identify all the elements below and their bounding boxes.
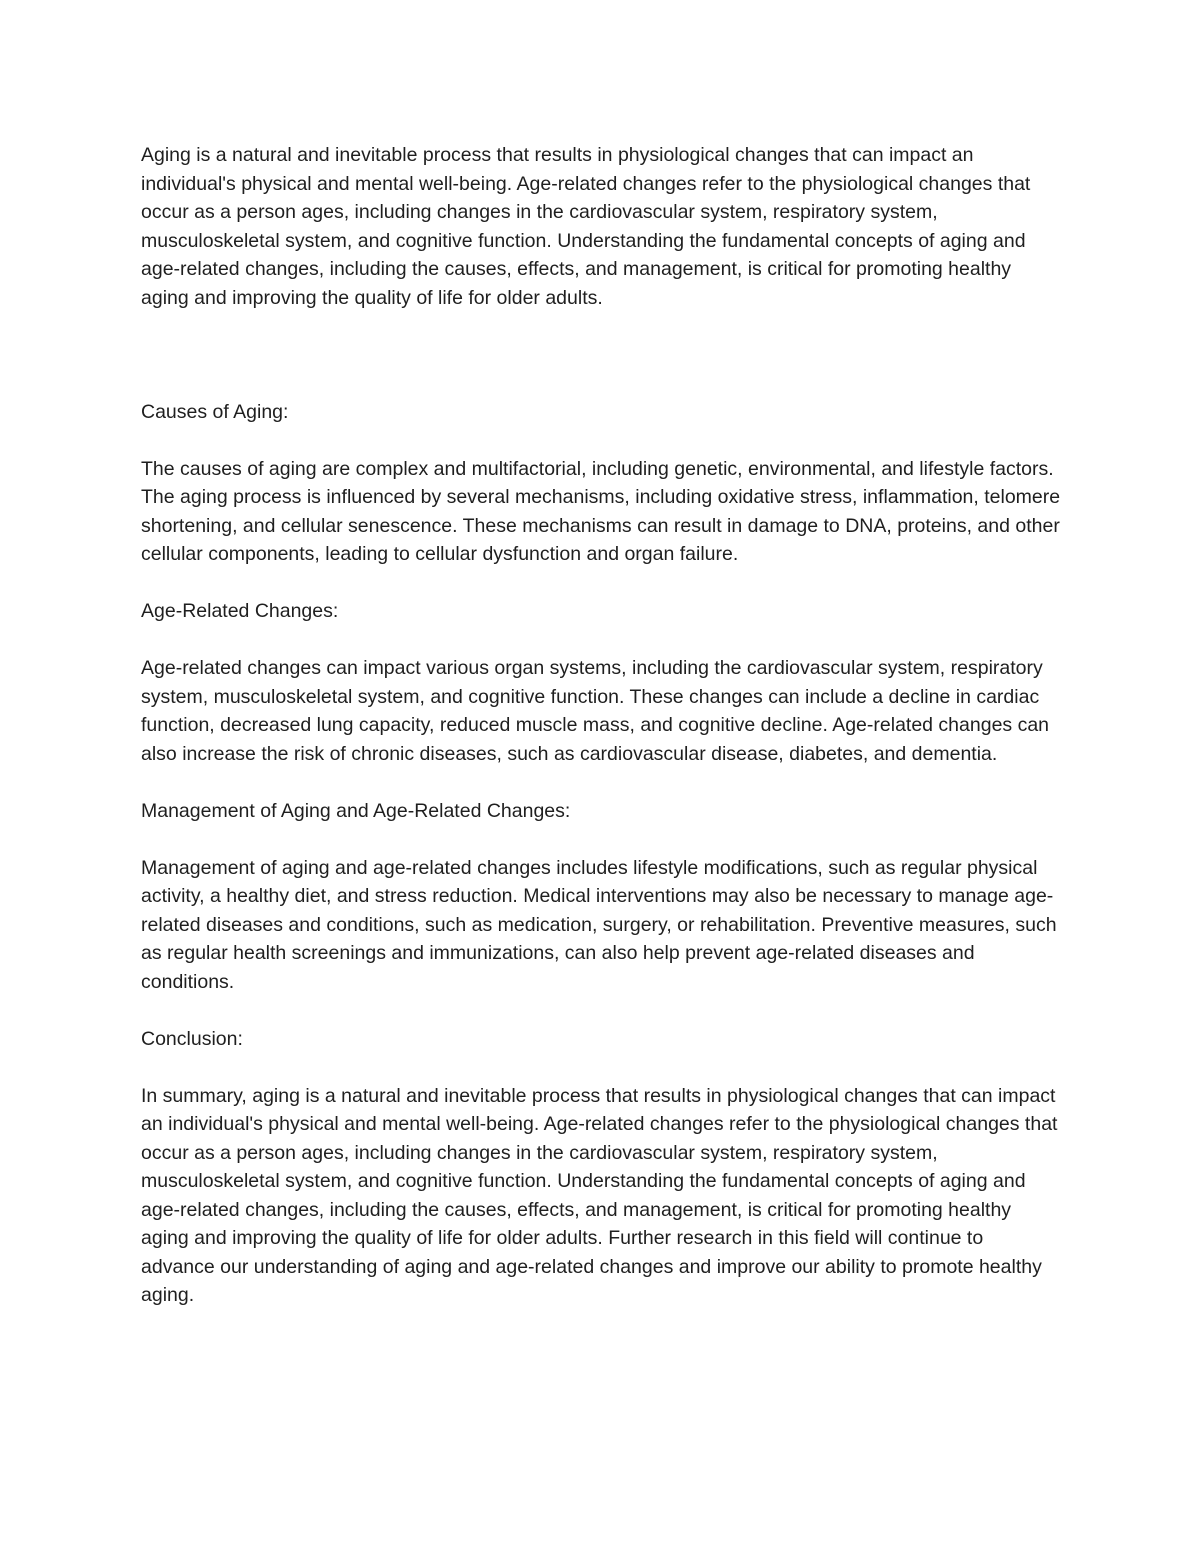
section-body-causes: The causes of aging are complex and multifactorial, including genetic, environmental, and lifestyle factors. The aging process is influenced by several mechanisms, including oxidative stress, inflammation, telomere shortening, and cellular senescence. These mechanisms can result in damage to DNA, proteins, and other cellular components, leading to cellular dysfunction and organ failure. — [141, 457, 1061, 565]
section-heading-management: Management of Aging and Age-Related Changes: — [141, 799, 571, 822]
section-heading-age-related-changes: Age-Related Changes: — [141, 600, 339, 622]
section-body-age-related-changes: Age-related changes can impact various organ systems, including the cardiovascular system, respiratory system, musculoskeletal system, and cognitive function. These changes can include a decline in cardiac function, decreased lung capacity, reduced muscle mass, and cognitive decline. Age-related changes can also increase the risk of chronic diseases, such as cardiovascular disease, diabetes, and dementia. — [141, 657, 1050, 765]
document-page — [141, 141, 1061, 1338]
section-heading-conclusion: Conclusion: — [141, 1027, 243, 1050]
intro-paragraph: Aging is a natural and inevitable process that results in physiological changes that can impact an individual's physical and mental well-being. Age-related changes refer to the physiological changes that occur as a person ages, including changes in the cardiovascular system, respiratory system, musculoskeletal system, and cognitive function. Understanding the fundamental concepts of aging and age-related changes, including the causes, effects, and management, is critical for promoting healthy aging and improving the quality of life for older adults. — [141, 144, 1031, 309]
section-heading-causes: Causes of Aging: — [141, 400, 289, 423]
section-body-management: Management of aging and age-related changes includes lifestyle modifications, such as regular physical activity, a healthy diet, and stress reduction. Medical interventions may also be necessary to manage age-related diseases and conditions, such as medication, surgery, or rehabilitation. Preventive measures, such as regular health screenings and immunizations, can also help prevent age-related diseases and conditions. — [141, 856, 1057, 993]
section-body-conclusion: In summary, aging is a natural and inevitable process that results in physiological changes that can impact an individual's physical and mental well-being. Age-related changes refer to the physiological changes that occur as a person ages, including changes in the cardiovascular system, respiratory system, musculoskeletal system, and cognitive function. Understanding the fundamental concepts of aging and age-related changes, including the causes, effects, and management, is critical for promoting healthy aging and improving the quality of life for older adults. Further research in this field will continue to advance our understanding of aging and age-related changes and improve our ability to promote healthy aging. — [141, 1084, 1058, 1306]
